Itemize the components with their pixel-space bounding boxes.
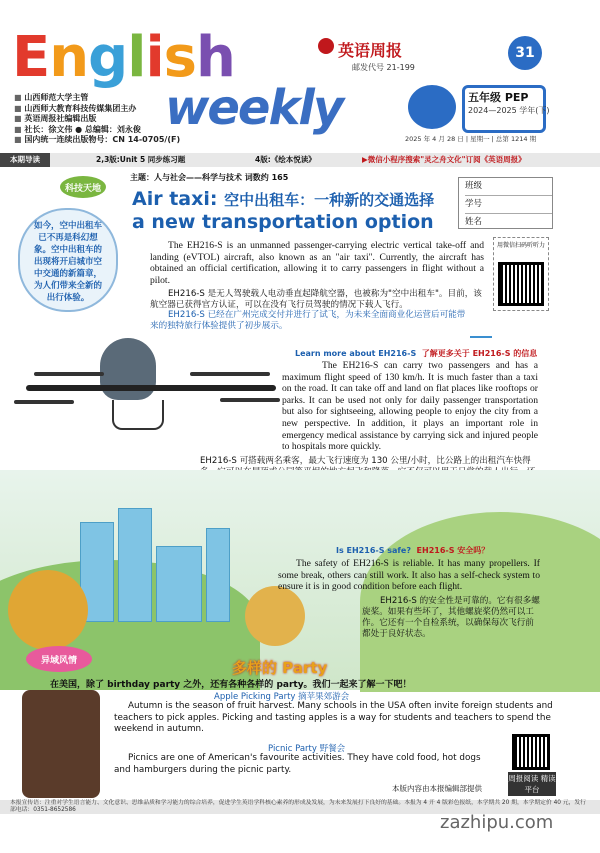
form-field-class[interactable]: 班级 [465,178,552,196]
guide-bar [0,153,600,167]
paragraph-cn: EH216-S 可搭载两名乘客，最大飞行速度为 130 公里/小时，比公路上的出租汽车快得 [200,456,531,466]
sponsor-list [14,93,180,146]
party-paragraph: Autumn is the season of fruit harvest. Many schools in the USA often invite foreign students and teachers to pick apples. Picking and tasting apples is a way for students and teachers to spend the weekend in autumn. [114,701,553,735]
guide-item[interactable]: 2,3版:Unit 5 同步练习题 [96,155,186,164]
subheading-learn-more [295,348,537,359]
paragraph-en: The EH216-S is an unmanned passenger-carrying electric vertical take-off and landing (eVTOL) aircraft, also known as an "air taxi". Currently, the aircraft has obtained an official certification, allowing it to carry passengers in flight without a pilot. [150,240,484,286]
propeller-icon [190,372,270,376]
paragraph-en: The safety of EH216-S is reliable. It has many propellers. If some break, others can still work. It also has a self-check system to ensure it is in good condition before each flight. [278,558,540,593]
title-en-2: a new transportation option [132,211,434,233]
paragraph-cn: EH216-S 的安全性是可靠的。它有很多螺旋桨。如果有些坏了，其他螺旋桨仍然可以工作。它还有一个自检系统，以确保每次飞行前都处于良好状态。 [362,596,540,639]
drone-arms [26,385,276,391]
party-subheading: Picnic Party 野餐会 [268,744,346,754]
sponsor-line: ■ 国内统一连续出版物号：CN 14-0705/(F) [14,135,180,146]
qr-label: 用微信扫码听听力 [496,242,545,249]
qr-code-icon[interactable] [512,734,550,770]
party-subheading: Apple Picking Party 摘苹果郊游会 [214,692,350,702]
paragraph-cn: EH216-S 是无人驾驶载人电动垂直起降航空器，也被称为"空中出租车"。目前，该航空器已获得官方认证，可以在没有飞行员驾驶的情况下载人飞行。 [150,289,482,310]
form-field-id[interactable]: 学号 [465,196,552,214]
title-cn: 空中出租车：一种新的交通选择 [224,191,435,209]
building [118,508,152,622]
paragraph-en: The EH216-S can carry two passengers and has a maximum flight speed of 130 km/h. It is much faster than a taxi on the road. It can take off and land on flat places like rooftops or parks. It can be used not only for daily passenger transportation but also for sightseeing, allowing people to enjoy the city from a new perspective. In addition, it plays an important role in emergency medical assistance by carrying sick and injured people to hospitals more quickly. [282,360,538,453]
article-title [132,188,434,233]
subheading-safe [336,545,489,556]
sponsor-line: ■ 社长：徐文伟 ● 总编辑：刘永俊 [14,125,180,136]
watermark: zazhipu.com [440,812,554,833]
subheading-en: Is EH216-S safe? [336,546,411,555]
masthead-subtitle: weekly [165,80,343,136]
guide-item[interactable]: 4版:《绘本悦读》 [255,155,316,164]
subheading-cn: 了解更多关于 EH216-S 的信息 [421,349,538,358]
mascot-bird-icon [408,85,456,129]
guide-label: 本期导读 [0,153,50,167]
brand-logo-icon [318,38,334,54]
footer-notice: 本报宣传语：注重对学生语言能力、文化意识、思维品质和学习能力的综合培养，促进学生英语学科核心素养的形成及发展，为未来发展打下良好的基础。本报为 4 开 4 版彩色报纸，本学期共 20 期，本学期定价 40 元，发行部电话：0351-8652586 [0,800,600,814]
section-tag: 异域风情 [26,646,92,672]
propeller-icon [14,400,74,404]
article-theme: 主题：人与社会——科学与技术 词数约 165 [130,173,289,182]
paper-plane-icon [470,322,492,338]
party-paragraph: Picnics are one of American's favourite activities. They have cold food, hot dogs and hamburgers during the picnic party. [114,753,481,775]
paragraph-cn-note: EH216-S 已经在广州完成交付并进行了试飞，为未来全面商业化运营后可能带来的独特旅行体验提供了初步展示。 [150,310,466,331]
subheading-en: Learn more about EH216-S [295,349,417,358]
brand-name: 英语周报 [338,41,403,60]
building [206,528,230,622]
source-note: 本版内容由本报编辑部提供 [392,784,482,793]
issue-number: 31 [508,36,542,70]
subscribe-link[interactable]: ▶微信小程序搜索"灵之舟文化"订阅《英语周报》 [362,155,526,164]
reading-platform-label: 周报阅读 精读平台 [508,774,556,794]
date-line: 2025 年 4 月 28 日 | 星期一 | 总第 1214 期 [405,135,537,143]
autumn-tree [8,570,88,650]
grade-label: 五年级 PEP [468,91,529,104]
landing-gear [112,400,164,430]
postcode: 邮发代号 21-199 [352,63,415,72]
subheading-cn: EH216-S 安全吗？ [416,546,490,555]
student-info-form [458,177,553,229]
autumn-tree [245,586,305,646]
section-tag: 科技天地 [60,176,106,198]
intro-cloud: 如今，空中出租车已不再是科幻想象。空中出租车的出现将开启城市空中交通的新篇章，为人们带来全新的出行体验。 [18,208,118,312]
sponsor-line: ■ 山西师范大学主管 [14,93,180,104]
party-illustration [22,690,100,798]
masthead-title: English [12,25,235,90]
party-title: 多样的 Party [232,659,328,677]
sponsor-line: ■ 山西师大教育科技传媒集团主办 [14,104,180,115]
party-intro: 在美国，除了 birthday party 之外，还有各种各样的 party。我们一起来了解一下吧！ [50,680,412,690]
building [156,546,202,622]
title-en: Air taxi: [132,188,225,210]
propeller-icon [34,372,104,376]
propeller-icon [220,398,280,402]
sponsor-line: ■ 英语周报社编辑出版 [14,114,180,125]
form-field-name[interactable]: 姓名 [465,217,483,227]
qr-code-icon[interactable] [498,262,544,306]
grade-term: 2024—2025 学年(下) [468,106,550,115]
